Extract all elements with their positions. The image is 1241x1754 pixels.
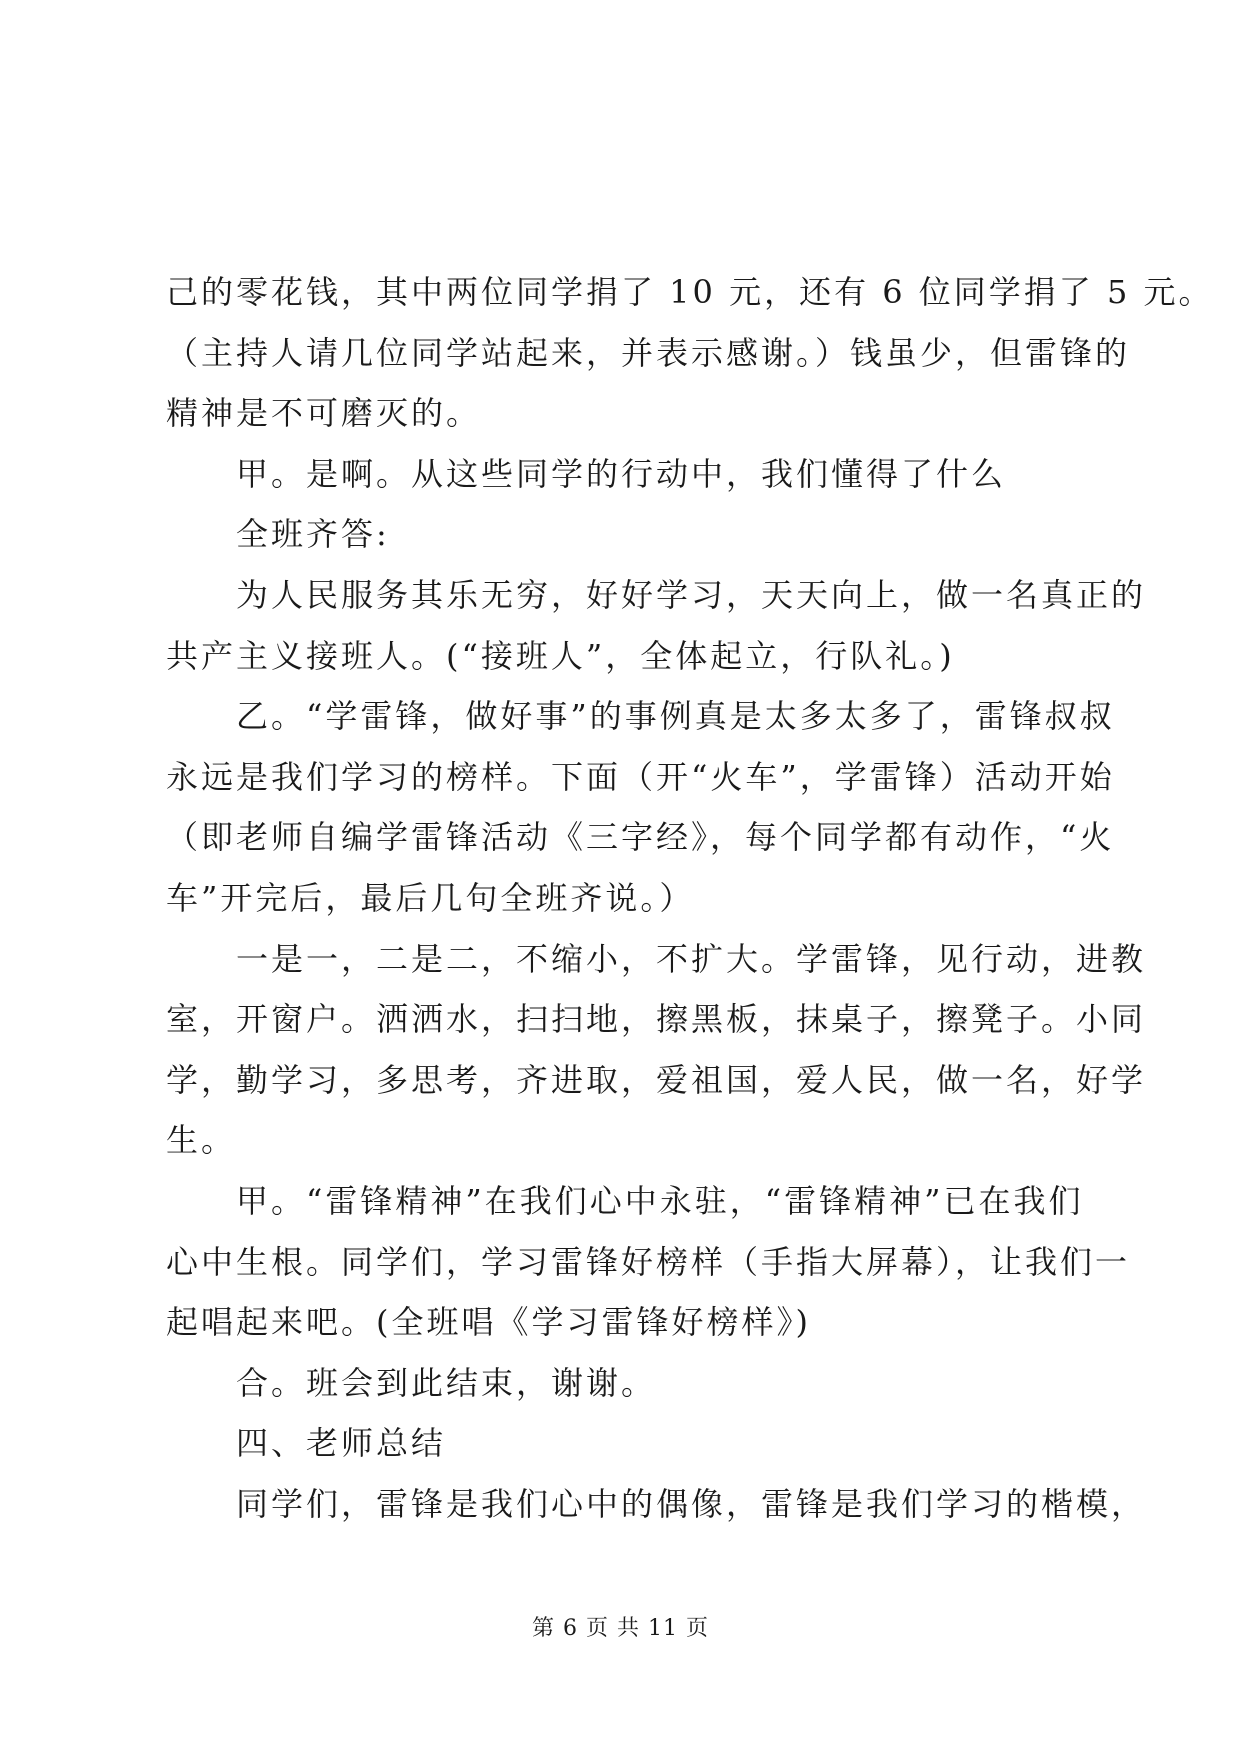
text-line-18: 起唱起来吧。(全班唱《学习雷锋好榜样》) [166, 1303, 811, 1342]
text-line-19: 合。班会到此结束，谢谢。 [236, 1363, 657, 1402]
text-line-7: 共产主义接班人。(“接班人”，全体起立，行队礼。) [166, 636, 955, 675]
text-line-15: 生。 [166, 1121, 237, 1160]
text-line-8: 乙。“学雷锋，做好事”的事例真是太多太多了，雷锋叔叔 [236, 697, 1115, 736]
text-line-6: 为人民服务其乐无穷，好好学习，天天向上，做一名真正的 [236, 575, 1147, 614]
section-heading: 四、老师总结 [236, 1424, 447, 1463]
text-line-4: 甲。是啊。从这些同学的行动中，我们懂得了什么 [236, 454, 1007, 493]
text-line-17: 心中生根。同学们，学习雷锋好榜样（手指大屏幕），让我们一 [166, 1242, 1131, 1281]
text-line-10: （即老师自编学雷锋活动《三字经》，每个同学都有动作，“火 [166, 818, 1115, 857]
text-line-14: 学，勤学习，多思考，齐进取，爱祖国，爱人民，做一名，好学 [166, 1060, 1147, 1099]
document-body [166, 262, 1214, 1534]
page-number-label: 第 6 页 共 11 页 [532, 1616, 709, 1641]
text-line-9: 永远是我们学习的榜样。下面（开“火车”，学雷锋）活动开始 [166, 757, 1115, 796]
text-line-12: 一是一，二是二，不缩小，不扩大。学雷锋，见行动，进教 [236, 939, 1147, 978]
text-line-3: 精神是不可磨灭的。 [166, 394, 482, 433]
text-line-13: 室，开窗户。洒洒水，扫扫地，擦黑板，抹桌子，擦凳子。小同 [166, 1000, 1147, 1039]
text-line-1: 己的零花钱，其中两位同学捐了 10 元，还有 6 位同学捐了 5 元。 [166, 273, 1214, 311]
text-line-11: 车”开完后，最后几句全班齐说。） [166, 878, 695, 917]
text-line-21: 同学们，雷锋是我们心中的偶像，雷锋是我们学习的楷模， [236, 1484, 1147, 1523]
page-footer [0, 1614, 1241, 1644]
text-line-16: 甲。“雷锋精神”在我们心中永驻，“雷锋精神”已在我们 [236, 1181, 1084, 1220]
text-line-5: 全班齐答: [236, 515, 390, 554]
text-line-2: （主持人请几位同学站起来，并表示感谢。）钱虽少，但雷锋的 [166, 333, 1131, 372]
